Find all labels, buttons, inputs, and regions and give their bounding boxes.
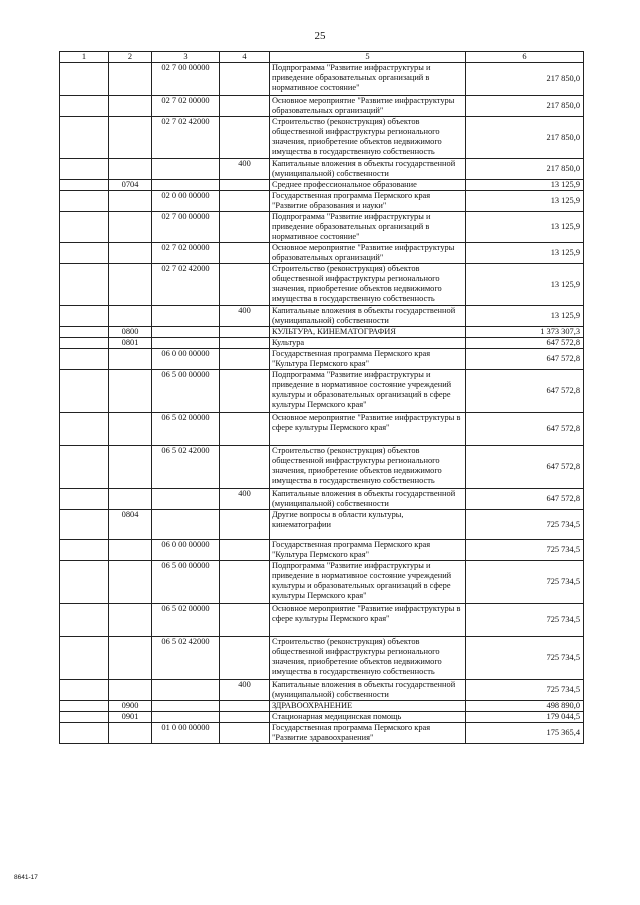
amount-cell: 725 734,5 (466, 561, 584, 604)
section-code-cell (109, 723, 152, 744)
col1-cell (60, 680, 109, 701)
table-row (60, 180, 584, 191)
description-cell: Государственная программа Пермского края "Культура Пермского края" (270, 349, 466, 370)
col1-cell (60, 510, 109, 540)
description-cell: Капитальные вложения в объекты государственной (муниципальной) собственности (270, 159, 466, 180)
description-cell: Капитальные вложения в объекты государственной (муниципальной) собственности (270, 489, 466, 510)
col1-cell (60, 117, 109, 159)
description-cell: Среднее профессиональное образование (270, 180, 466, 191)
expense-type-cell: 400 (220, 306, 270, 327)
target-article-cell: 06 5 02 42000 (152, 446, 220, 489)
description-cell: Строительство (реконструкция) объектов общественной инфраструктуры регионального значения, приобретение объектов недвижимого имущества в государственную собственность (270, 264, 466, 306)
col1-cell (60, 159, 109, 180)
target-article-cell: 06 5 00 00000 (152, 561, 220, 604)
target-article-cell: 02 0 00 00000 (152, 191, 220, 212)
expense-type-cell (220, 117, 270, 159)
section-code-cell (109, 561, 152, 604)
table-row (60, 446, 584, 489)
budget-table-body (60, 52, 584, 744)
table-row (60, 680, 584, 701)
amount-cell: 217 850,0 (466, 96, 584, 117)
table-row (60, 701, 584, 712)
expense-type-cell: 400 (220, 680, 270, 701)
section-code-cell (109, 540, 152, 561)
target-article-cell: 02 7 02 00000 (152, 96, 220, 117)
amount-cell: 1 373 307,3 (466, 327, 584, 338)
column-header-3: 3 (152, 52, 220, 63)
description-cell: Культура (270, 338, 466, 349)
description-cell: КУЛЬТУРА, КИНЕМАТОГРАФИЯ (270, 327, 466, 338)
target-article-cell: 02 7 02 42000 (152, 264, 220, 306)
column-header-4: 4 (220, 52, 270, 63)
description-cell: Подпрограмма "Развитие инфраструктуры и приведение в нормативное состояние учреждений культуры и образовательных организаций в сфере культуры Пермского края" (270, 561, 466, 604)
table-row (60, 327, 584, 338)
description-cell: Капитальные вложения в объекты государственной (муниципальной) собственности (270, 680, 466, 701)
expense-type-cell (220, 510, 270, 540)
expense-type-cell (220, 96, 270, 117)
expense-type-cell (220, 370, 270, 413)
page-number: 25 (314, 30, 326, 42)
expense-type-cell (220, 338, 270, 349)
description-cell: Капитальные вложения в объекты государственной (муниципальной) собственности (270, 306, 466, 327)
target-article-cell: 02 7 02 42000 (152, 117, 220, 159)
description-cell: Основное мероприятие "Развитие инфраструктуры в сфере культуры Пермского края" (270, 604, 466, 637)
section-code-cell: 0804 (109, 510, 152, 540)
target-article-cell (152, 327, 220, 338)
section-code-cell (109, 243, 152, 264)
target-article-cell (152, 680, 220, 701)
col1-cell (60, 180, 109, 191)
col1-cell (60, 63, 109, 96)
expense-type-cell (220, 212, 270, 243)
table-row (60, 191, 584, 212)
amount-cell: 217 850,0 (466, 63, 584, 96)
expense-type-cell (220, 327, 270, 338)
amount-cell: 13 125,9 (466, 243, 584, 264)
amount-cell: 725 734,5 (466, 637, 584, 680)
expense-type-cell (220, 712, 270, 723)
col1-cell (60, 540, 109, 561)
col1-cell (60, 338, 109, 349)
target-article-cell (152, 701, 220, 712)
expense-type-cell (220, 446, 270, 489)
table-row (60, 117, 584, 159)
col1-cell (60, 306, 109, 327)
expense-type-cell (220, 701, 270, 712)
amount-cell: 217 850,0 (466, 159, 584, 180)
target-article-cell: 02 7 00 00000 (152, 212, 220, 243)
description-cell: Подпрограмма "Развитие инфраструктуры и приведение образовательных организаций в нормативное состояние" (270, 63, 466, 96)
col1-cell (60, 413, 109, 446)
amount-cell: 217 850,0 (466, 117, 584, 159)
table-row (60, 510, 584, 540)
table-row (60, 540, 584, 561)
amount-cell: 179 044,5 (466, 712, 584, 723)
target-article-cell: 06 0 00 00000 (152, 540, 220, 561)
expense-type-cell (220, 637, 270, 680)
target-article-cell: 06 5 00 00000 (152, 370, 220, 413)
amount-cell: 13 125,9 (466, 180, 584, 191)
description-cell: Государственная программа Пермского края "Развитие образования и науки" (270, 191, 466, 212)
target-article-cell: 06 0 00 00000 (152, 349, 220, 370)
description-cell: Основное мероприятие "Развитие инфраструктуры образовательных организаций" (270, 243, 466, 264)
expense-type-cell (220, 723, 270, 744)
expense-type-cell (220, 604, 270, 637)
description-cell: Подпрограмма "Развитие инфраструктуры и приведение образовательных организаций в нормативное состояние" (270, 212, 466, 243)
table-row (60, 413, 584, 446)
section-code-cell (109, 191, 152, 212)
budget-table (59, 51, 584, 744)
expense-type-cell (220, 63, 270, 96)
table-row (60, 561, 584, 604)
amount-cell: 725 734,5 (466, 540, 584, 561)
col1-cell (60, 561, 109, 604)
section-code-cell (109, 370, 152, 413)
description-cell: Основное мероприятие "Развитие инфраструктуры в сфере культуры Пермского края" (270, 413, 466, 446)
target-article-cell (152, 180, 220, 191)
expense-type-cell (220, 413, 270, 446)
amount-cell: 647 572,8 (466, 413, 584, 446)
column-header-6: 6 (466, 52, 584, 63)
section-code-cell: 0901 (109, 712, 152, 723)
section-code-cell (109, 446, 152, 489)
amount-cell: 175 365,4 (466, 723, 584, 744)
col1-cell (60, 327, 109, 338)
amount-cell: 13 125,9 (466, 191, 584, 212)
amount-cell: 647 572,8 (466, 489, 584, 510)
amount-cell: 725 734,5 (466, 510, 584, 540)
table-row (60, 212, 584, 243)
description-cell: Государственная программа Пермского края "Развитие здравоохранения" (270, 723, 466, 744)
amount-cell: 725 734,5 (466, 604, 584, 637)
target-article-cell: 02 7 02 00000 (152, 243, 220, 264)
description-cell: Стационарная медицинская помощь (270, 712, 466, 723)
description-cell: Основное мероприятие "Развитие инфраструктуры образовательных организаций" (270, 96, 466, 117)
target-article-cell (152, 159, 220, 180)
expense-type-cell (220, 540, 270, 561)
col1-cell (60, 446, 109, 489)
table-row (60, 370, 584, 413)
amount-cell: 13 125,9 (466, 212, 584, 243)
col1-cell (60, 712, 109, 723)
section-code-cell (109, 680, 152, 701)
section-code-cell: 0800 (109, 327, 152, 338)
table-row (60, 159, 584, 180)
col1-cell (60, 191, 109, 212)
section-code-cell (109, 349, 152, 370)
col1-cell (60, 701, 109, 712)
table-row (60, 306, 584, 327)
col1-cell (60, 637, 109, 680)
table-row (60, 723, 584, 744)
col1-cell (60, 96, 109, 117)
expense-type-cell: 400 (220, 489, 270, 510)
amount-cell: 725 734,5 (466, 680, 584, 701)
target-article-cell (152, 306, 220, 327)
expense-type-cell (220, 561, 270, 604)
table-row (60, 338, 584, 349)
table-row (60, 489, 584, 510)
document-code: 8641-17 (14, 874, 38, 881)
description-cell: Подпрограмма "Развитие инфраструктуры и приведение в нормативное состояние учреждений культуры и образовательных организаций в сфере культуры Пермского края" (270, 370, 466, 413)
section-code-cell: 0801 (109, 338, 152, 349)
section-code-cell (109, 159, 152, 180)
col1-cell (60, 723, 109, 744)
table-row (60, 712, 584, 723)
col1-cell (60, 243, 109, 264)
col1-cell (60, 370, 109, 413)
col1-cell (60, 604, 109, 637)
section-code-cell (109, 264, 152, 306)
target-article-cell: 06 5 02 42000 (152, 637, 220, 680)
expense-type-cell: 400 (220, 159, 270, 180)
amount-cell: 647 572,8 (466, 349, 584, 370)
target-article-cell: 06 5 02 00000 (152, 413, 220, 446)
expense-type-cell (220, 180, 270, 191)
section-code-cell: 0900 (109, 701, 152, 712)
col1-cell (60, 212, 109, 243)
col1-cell (60, 349, 109, 370)
section-code-cell (109, 96, 152, 117)
section-code-cell (109, 212, 152, 243)
section-code-cell (109, 63, 152, 96)
amount-cell: 647 572,8 (466, 338, 584, 349)
table-row (60, 243, 584, 264)
table-row (60, 349, 584, 370)
target-article-cell (152, 338, 220, 349)
col1-cell (60, 264, 109, 306)
table-row (60, 604, 584, 637)
section-code-cell (109, 306, 152, 327)
target-article-cell (152, 510, 220, 540)
amount-cell: 13 125,9 (466, 264, 584, 306)
target-article-cell (152, 489, 220, 510)
column-header-1: 1 (60, 52, 109, 63)
amount-cell: 647 572,8 (466, 446, 584, 489)
description-cell: Строительство (реконструкция) объектов общественной инфраструктуры регионального значения, приобретение объектов недвижимого имущества в государственную собственность (270, 637, 466, 680)
section-code-cell (109, 604, 152, 637)
table-row (60, 637, 584, 680)
description-cell: Другие вопросы в области культуры, кинематографии (270, 510, 466, 540)
amount-cell: 498 890,0 (466, 701, 584, 712)
target-article-cell (152, 712, 220, 723)
table-row (60, 264, 584, 306)
expense-type-cell (220, 243, 270, 264)
section-code-cell (109, 489, 152, 510)
section-code-cell: 0704 (109, 180, 152, 191)
expense-type-cell (220, 349, 270, 370)
target-article-cell: 06 5 02 00000 (152, 604, 220, 637)
description-cell: Строительство (реконструкция) объектов общественной инфраструктуры регионального значения, приобретение объектов недвижимого имущества в государственную собственность (270, 446, 466, 489)
description-cell: Строительство (реконструкция) объектов общественной инфраструктуры регионального значения, приобретение объектов недвижимого имущества в государственную собственность (270, 117, 466, 159)
amount-cell: 647 572,8 (466, 370, 584, 413)
amount-cell: 13 125,9 (466, 306, 584, 327)
column-header-2: 2 (109, 52, 152, 63)
col1-cell (60, 489, 109, 510)
description-cell: Государственная программа Пермского края "Культура Пермского края" (270, 540, 466, 561)
section-code-cell (109, 637, 152, 680)
target-article-cell: 02 7 00 00000 (152, 63, 220, 96)
description-cell: ЗДРАВООХРАНЕНИЕ (270, 701, 466, 712)
column-header-5: 5 (270, 52, 466, 63)
table-row (60, 63, 584, 96)
target-article-cell: 01 0 00 00000 (152, 723, 220, 744)
section-code-cell (109, 117, 152, 159)
section-code-cell (109, 413, 152, 446)
header-row (60, 52, 584, 63)
expense-type-cell (220, 191, 270, 212)
expense-type-cell (220, 264, 270, 306)
table-row (60, 96, 584, 117)
